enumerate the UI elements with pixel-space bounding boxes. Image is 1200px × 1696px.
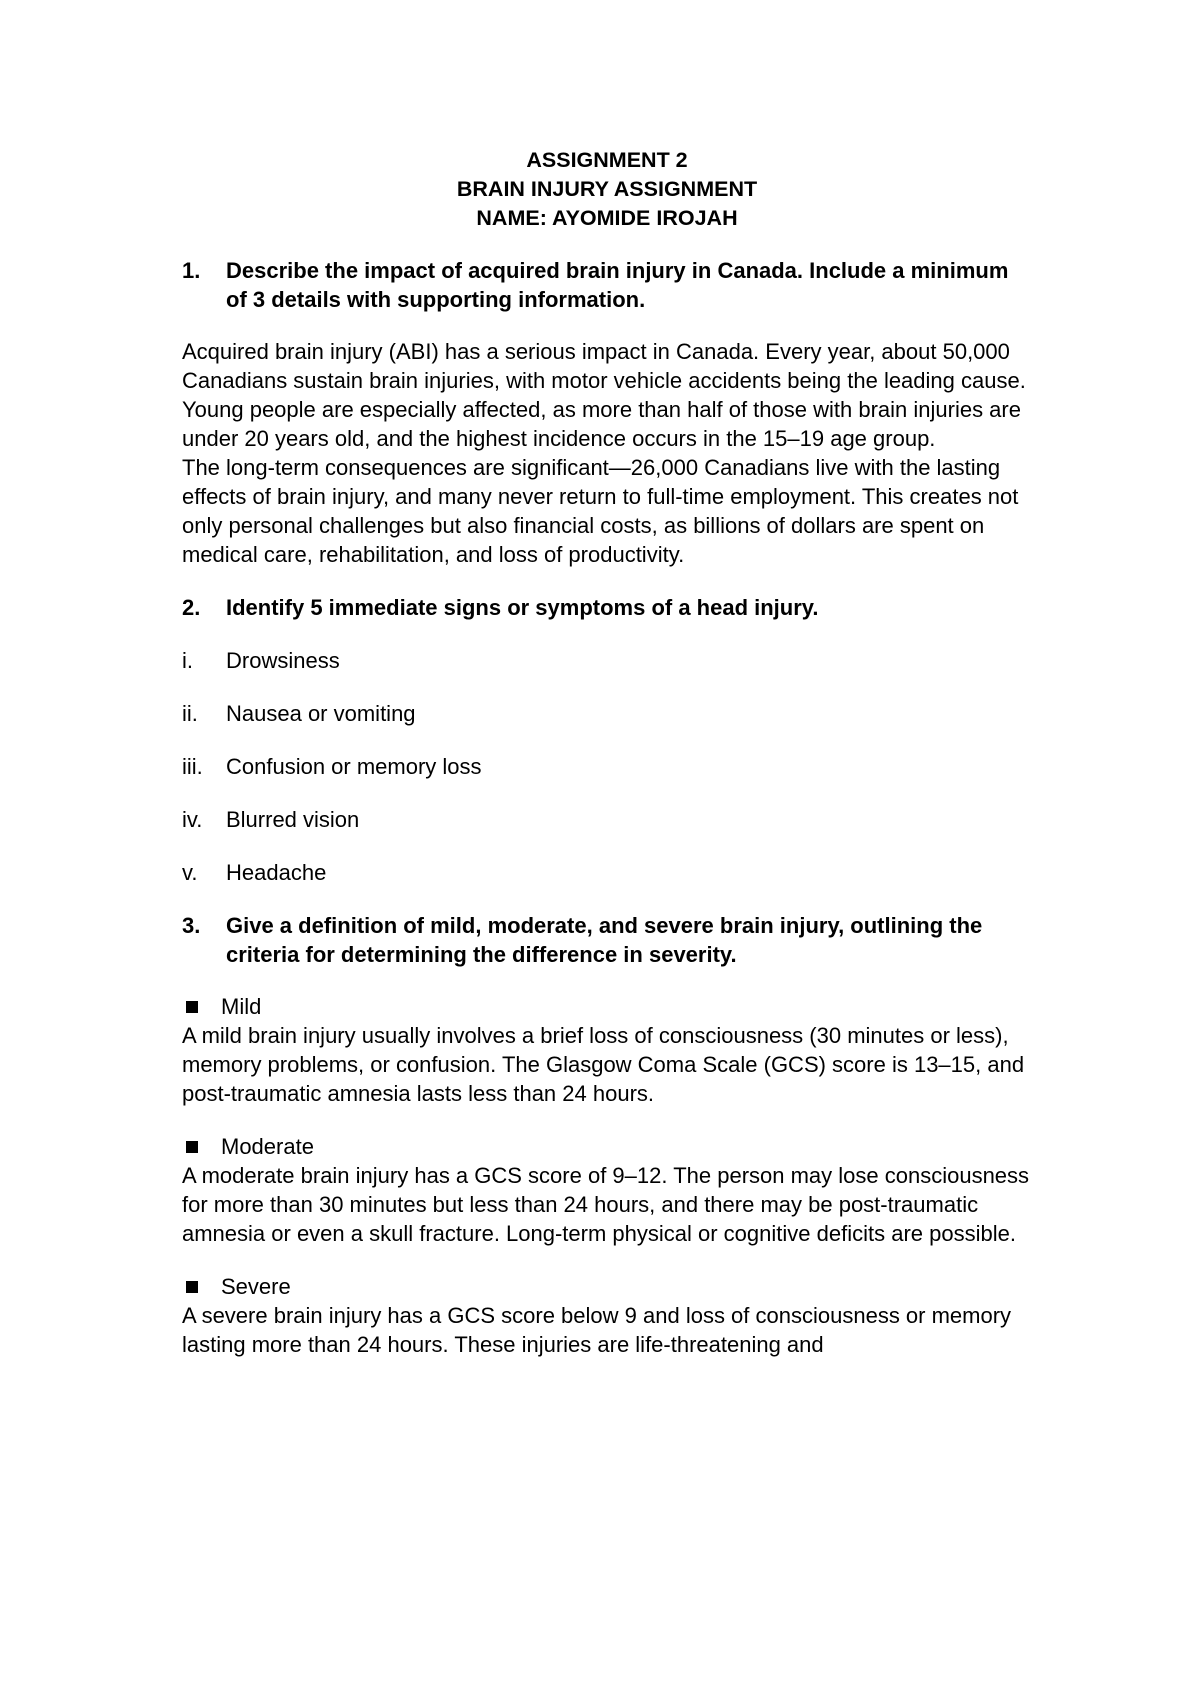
answer-paragraph: Young people are especially affected, as more than half of those with brain injuries are under 20 years old, and the highest incidence occurs in the 15–19 age group. [182, 397, 1021, 451]
title-block [182, 146, 1032, 233]
square-bullet-icon [186, 1001, 198, 1013]
question-text: Identify 5 immediate signs or symptoms of a head injury. [226, 595, 819, 620]
severity-heading-text: Mild [221, 994, 262, 1019]
list-item [182, 699, 1032, 728]
list-text: Drowsiness [226, 648, 340, 673]
list-item [182, 646, 1032, 675]
square-bullet-icon [186, 1141, 198, 1153]
question-number: 3. [182, 913, 201, 938]
question-text: Give a definition of mild, moderate, and severe brain injury, outlining the criteria for determining the difference in severity. [226, 913, 983, 967]
list-text: Nausea or vomiting [226, 701, 416, 726]
severity-severe [182, 1272, 1032, 1359]
severity-mild [182, 992, 1032, 1108]
list-text: Blurred vision [226, 807, 360, 832]
severity-moderate [182, 1132, 1032, 1248]
list-item [182, 805, 1032, 834]
symptom-list [182, 646, 1032, 887]
assignment-number: ASSIGNMENT 2 [526, 148, 688, 172]
severity-heading [182, 1272, 1032, 1301]
question-number: 1. [182, 258, 201, 283]
question-number: 2. [182, 595, 201, 620]
answer-paragraph: The long-term consequences are significant—26,000 Canadians live with the lasting effects of brain injury, and many never return to full-time employment. This creates not only personal challenges but also financial costs, as billions of dollars are spent on medical care, rehabilitation, and loss of productivity. [182, 455, 1019, 567]
severity-description: A moderate brain injury has a GCS score of 9–12. The person may lose consciousness for more than 30 minutes but less than 24 hours, and there may be post-traumatic amnesia or even a skull fracture. Long-term physical or cognitive deficits are possible. [182, 1163, 1030, 1246]
severity-description: A mild brain injury usually involves a brief loss of consciousness (30 minutes or less), memory problems, or confusion. The Glasgow Coma Scale (GCS) score is 13–15, and post-traumatic amnesia lasts less than 24 hours. [182, 1023, 1025, 1106]
list-item [182, 858, 1032, 887]
student-name: NAME: AYOMIDE IROJAH [476, 206, 738, 230]
question-2 [182, 593, 1032, 622]
list-item [182, 752, 1032, 781]
severity-description: A severe brain injury has a GCS score below 9 and loss of consciousness or memory lasting more than 24 hours. These injuries are life-threatening and [182, 1303, 1012, 1357]
question-3 [182, 911, 1032, 969]
list-marker: i. [182, 648, 193, 673]
question-1 [182, 256, 1032, 314]
list-text: Headache [226, 860, 327, 885]
document-content [182, 146, 1032, 1359]
answer-1 [182, 337, 1032, 569]
list-marker: ii. [182, 701, 198, 726]
severity-heading [182, 1132, 1032, 1161]
severity-heading [182, 992, 1032, 1021]
list-marker: iii. [182, 754, 203, 779]
severity-heading-text: Severe [221, 1274, 291, 1299]
question-text: Describe the impact of acquired brain injury in Canada. Include a minimum of 3 details with supporting information. [226, 258, 1009, 312]
severity-heading-text: Moderate [221, 1134, 314, 1159]
list-marker: iv. [182, 807, 203, 832]
answer-paragraph: Acquired brain injury (ABI) has a serious impact in Canada. Every year, about 50,000 Canadians sustain brain injuries, with motor vehicle accidents being the leading cause. [182, 339, 1026, 393]
square-bullet-icon [186, 1281, 198, 1293]
list-marker: v. [182, 860, 198, 885]
list-text: Confusion or memory loss [226, 754, 482, 779]
assignment-title: BRAIN INJURY ASSIGNMENT [456, 177, 758, 201]
